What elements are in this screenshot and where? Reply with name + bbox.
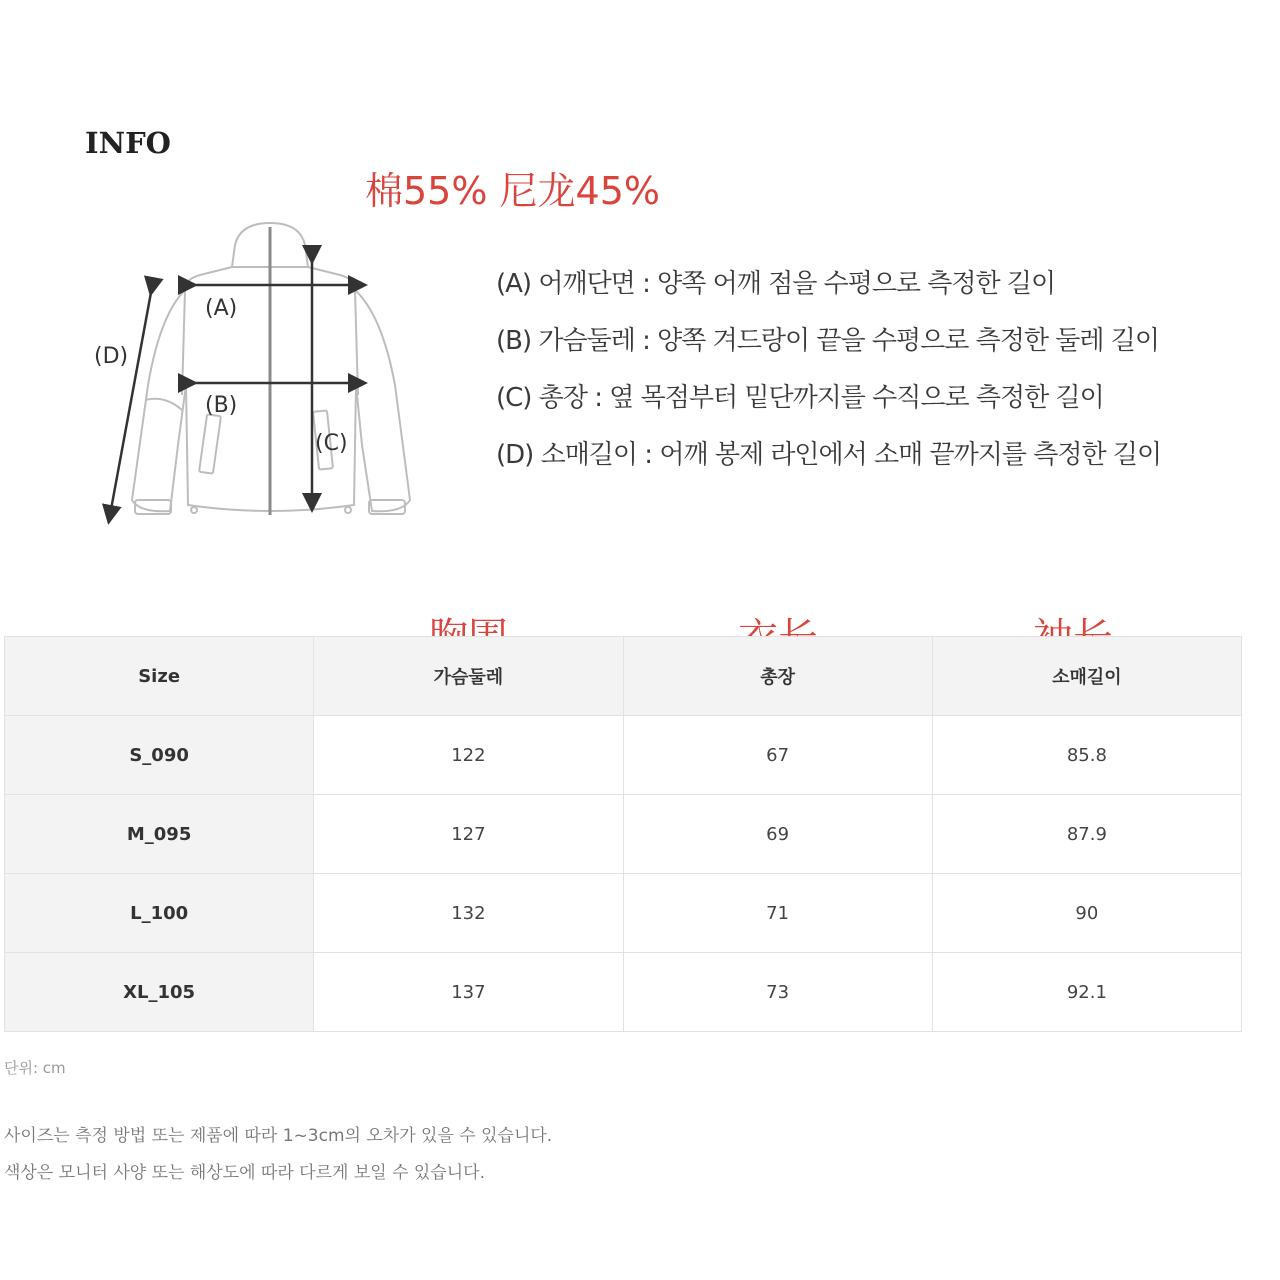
size-cell: S_090 xyxy=(5,716,314,795)
length-cell: 69 xyxy=(623,795,932,874)
info-title: INFO xyxy=(85,126,171,160)
legend-item-c: (C) 총장 : 옆 목점부터 밑단까지를 수직으로 측정한 길이 xyxy=(496,383,1104,413)
sleeve-cell: 85.8 xyxy=(932,716,1241,795)
table-row xyxy=(5,874,1242,953)
length-cell: 71 xyxy=(623,874,932,953)
legend-item-b: (B) 가슴둘레 : 양쪽 겨드랑이 끝을 수평으로 측정한 둘레 길이 xyxy=(496,326,1159,356)
chest-cell: 122 xyxy=(314,716,623,795)
diagram-label-d: (D) xyxy=(94,344,129,369)
size-cell: L_100 xyxy=(5,874,314,953)
header-size: Size xyxy=(5,637,314,716)
jacket-measurement-diagram xyxy=(90,215,435,530)
material-composition: 棉55% 尼龙45% xyxy=(365,169,661,213)
diagram-label-c: (C) xyxy=(315,431,348,456)
diagram-label-b: (B) xyxy=(205,393,238,418)
sleeve-cell: 92.1 xyxy=(932,953,1241,1032)
size-cell: M_095 xyxy=(5,795,314,874)
header-chest: 가슴둘레 xyxy=(314,637,623,716)
table-row xyxy=(5,716,1242,795)
size-tolerance-note: 사이즈는 측정 방법 또는 제품에 따라 1~3cm의 오차가 있을 수 있습니다. xyxy=(4,1126,553,1146)
legend-item-a: (A) 어깨단면 : 양쪽 어깨 점을 수평으로 측정한 길이 xyxy=(496,269,1056,299)
header-sleeve: 소매길이 xyxy=(932,637,1241,716)
size-table xyxy=(4,636,1242,1032)
unit-note: 단위: cm xyxy=(4,1059,66,1077)
legend-item-d: (D) 소매길이 : 어깨 봉제 라인에서 소매 끝까지를 측정한 길이 xyxy=(496,440,1162,470)
chest-cell: 127 xyxy=(314,795,623,874)
sleeve-cell: 87.9 xyxy=(932,795,1241,874)
table-row xyxy=(5,953,1242,1032)
measurement-legend xyxy=(496,265,1216,493)
color-disclaimer-note: 색상은 모니터 사양 또는 해상도에 따라 다르게 보일 수 있습니다. xyxy=(4,1163,486,1183)
header-length: 총장 xyxy=(623,637,932,716)
table-header-row xyxy=(5,637,1242,716)
length-cell: 73 xyxy=(623,953,932,1032)
length-cell: 67 xyxy=(623,716,932,795)
chest-cell: 137 xyxy=(314,953,623,1032)
size-cell: XL_105 xyxy=(5,953,314,1032)
jacket-outline xyxy=(132,223,410,515)
diagram-label-a: (A) xyxy=(205,296,238,321)
sleeve-cell: 90 xyxy=(932,874,1241,953)
chest-cell: 132 xyxy=(314,874,623,953)
table-row xyxy=(5,795,1242,874)
